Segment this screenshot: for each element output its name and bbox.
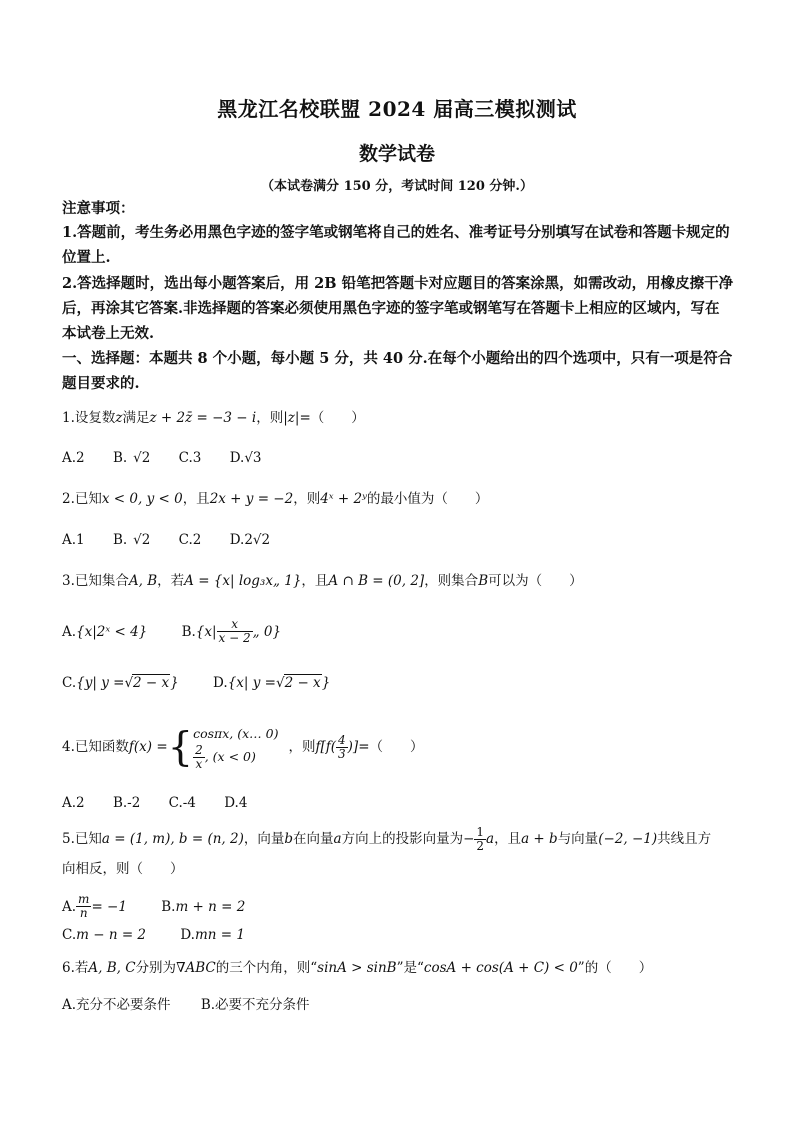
sqrt-symbol: √ xyxy=(275,675,285,691)
option-c: C. xyxy=(62,927,77,943)
option-b: B. xyxy=(181,623,196,640)
option-c: C. xyxy=(62,675,77,691)
exam-note: （本试卷满分 150 分，考试时间 120 分钟.） xyxy=(261,179,533,194)
option-b: B.-2 xyxy=(112,795,141,811)
option-d: D.4 xyxy=(224,795,248,811)
exam-title: 黑龙江名校联盟 2024 届高三模拟测试 xyxy=(217,97,577,121)
notice-item-2: 2.答选择题时，选出每小题答案后，用 2B 铅笔把答题卡对应题目的答案涂黑，如需改动，用橡皮擦干净后，再涂其它答案.非选择题的答案必须使用黑色字迹的签字笔或钢笔写在答题卡上相应的区域内，写在本试卷上无效. xyxy=(62,275,734,342)
notice-heading: 注意事项： xyxy=(62,200,135,217)
question-3-options-cd: C.{y| y =√2 − x} D.{x| y =√2 − x} xyxy=(62,675,331,691)
question-5: 5.已知a = (1, m), b = (n, 2)，向量b在向量a方向上的投影向量为− $\frac{1}{2}$ a，且a + b与向量(−2, −1)共线且方 xyxy=(62,825,712,853)
option-b: B. xyxy=(112,532,128,548)
question-6: 6.若A, B, C分别为∇ABC的三个内角，则“sinA > sinB”是“cosA + cos(A + C) < 0”的（ ） xyxy=(62,960,653,976)
question-3: 3.已知集合A, B，若A = {x| log₃x„ 1}，且A ∩ B = (0, 2]，则集合B可以为（ ） xyxy=(62,573,583,589)
question-1: 1.设复数z满足z + 2z̄ = −3 − i，则|z|=（ ） xyxy=(62,410,365,426)
sqrt-symbol: √ xyxy=(124,675,134,691)
question-4: 4.已知函数f(x) ={ cosπx, (x… 0) $\frac{2}{x}$ , (x < 0) ，则f[f( $\frac{4}{3}$ )]=（ ） xyxy=(62,724,424,771)
option-a: A.充分不必要条件 xyxy=(62,997,171,1013)
question-2-options: A.1 B. √2 C.2 D.2√2 xyxy=(62,532,271,548)
section-1-heading: 一、选择题：本题共 8 个小题，每小题 5 分，共 40 分.在每个小题给出的四个选项中，只有一项是符合题目要求的. xyxy=(62,350,733,392)
option-a: A. xyxy=(62,898,77,915)
left-brace: { xyxy=(167,724,194,771)
option-d: D. xyxy=(229,532,245,548)
option-b: B. xyxy=(112,450,128,466)
option-d: D. xyxy=(213,675,228,691)
exam-subtitle: 数学试卷 xyxy=(358,143,435,165)
question-1-options: A.2 B. √2 C.3 D.√3 xyxy=(62,450,262,466)
option-a: A.2 xyxy=(62,450,85,466)
option-c: C.2 xyxy=(178,532,202,548)
question-6-options xyxy=(62,993,310,1013)
question-2: 2.已知x < 0, y < 0，且2x + y = −2，则4ˣ + 2ʸ的最小值为（ ） xyxy=(62,491,489,507)
question-5-options-cd: C.m − n = 2 D.mn = 1 xyxy=(62,927,245,943)
question-4-options xyxy=(62,795,247,811)
notice-item-1: 1.答题前，考生务必用黑色字迹的签字笔或钢笔将自己的姓名、准考证号分别填写在试卷和答题卡规定的位置上. xyxy=(62,224,730,266)
option-b: B. xyxy=(161,898,176,915)
option-c: C.3 xyxy=(178,450,202,466)
option-d: D. xyxy=(180,927,195,943)
option-c: C.-4 xyxy=(168,795,196,811)
question-3-options-ab: A.{x|2ˣ < 4} B.{x| $\frac{x}{x - 2}$ „ 0} xyxy=(62,617,282,645)
question-5-options-ab: A. $\frac{m}{n}$ = −1 B.m + n = 2 xyxy=(62,892,246,920)
option-a: A.2 xyxy=(62,795,85,811)
option-d: D. xyxy=(229,450,245,466)
option-a: A.1 xyxy=(62,532,85,548)
piecewise-cases: cosπx, (x… 0) $\frac{2}{x}$ , (x < 0) xyxy=(193,726,279,771)
option-b: B.必要不充分条件 xyxy=(200,997,310,1013)
question-5-line2: 向相反，则（ ） xyxy=(62,861,184,877)
option-a: A. xyxy=(62,623,77,640)
